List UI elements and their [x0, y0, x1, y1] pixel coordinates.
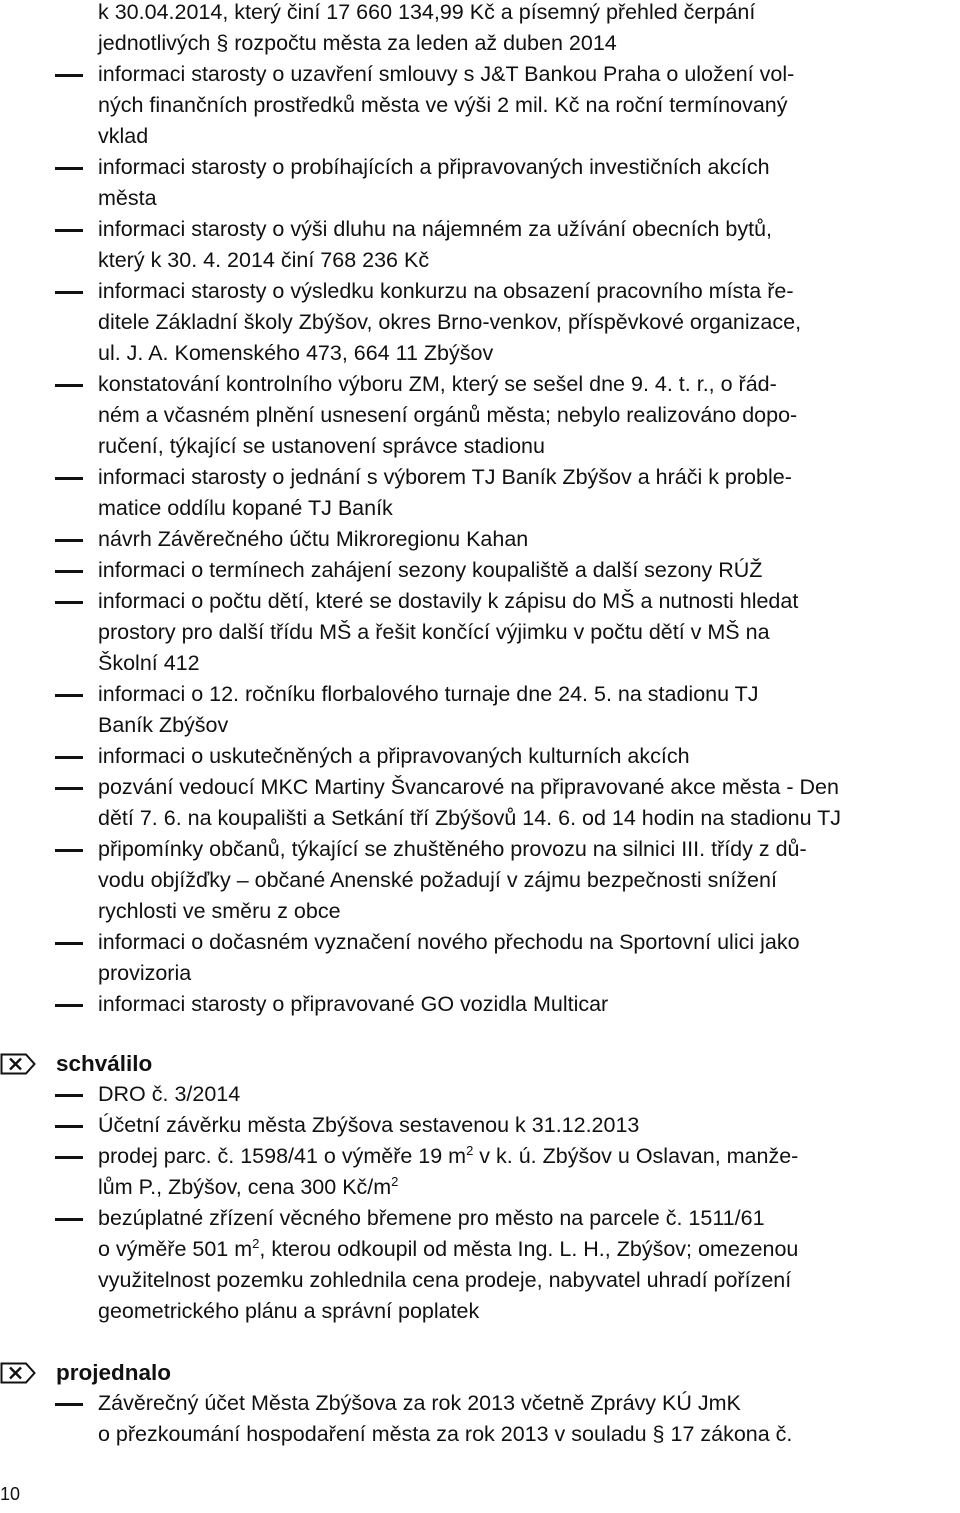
list-dash	[55, 787, 83, 790]
list-item-line: informaci o termínech zahájení sezony koupaliště a další sezony RÚŽ	[98, 558, 763, 582]
list-dash	[55, 601, 83, 604]
list-dash	[55, 229, 83, 232]
list-item-line: lům P., Zbýšov, cena 300 $Kč/m^2$	[98, 1174, 399, 1199]
section-heading-schvalilo	[0, 1047, 400, 1081]
list-item-line: Účetní závěrku města Zbýšova sestavenou k 31.12.2013	[98, 1113, 640, 1137]
list-item-line: návrh Závěrečného účtu Mikroregionu Kahan	[98, 527, 529, 551]
intro-line-1: k 30.04.2014, který činí 17 660 134,99 Kč a písemný přehled čerpání	[98, 0, 756, 24]
list-item-line: prostory pro další třídu MŠ a řešit končící výjimku v počtu dětí v MŠ na	[98, 620, 770, 644]
list-dash	[55, 1218, 83, 1221]
list-dash	[55, 1094, 83, 1097]
list-item-line: připomínky občanů, týkající se zhuštěného provozu na silnici III. třídy z dů-	[98, 837, 807, 861]
list-dash	[55, 694, 83, 697]
list-item-line: prodej parc. č. 1598/41 o výměře 19 $m^2$ v k. ú. Zbýšov u Oslavan, manže-	[98, 1143, 799, 1168]
section-heading-projednalo	[0, 1356, 400, 1390]
list-dash	[55, 756, 83, 759]
list-item-line: informaci starosty o probíhajících a připravovaných investičních akcích	[98, 155, 770, 179]
list-dash	[55, 291, 83, 294]
list-dash	[55, 167, 83, 170]
list-item-line: informaci o uskutečněných a připravovaných kulturních akcích	[98, 744, 690, 768]
list-item-line: rychlosti ve směru z obce	[98, 899, 341, 923]
list-item-line: provizoria	[98, 961, 192, 985]
list-item-line: který k 30. 4. 2014 činí 768 236 Kč	[98, 248, 430, 272]
list-dash	[55, 74, 83, 77]
list-item-line: bezúplatné zřízení věcného břemene pro město na parcele č. 1511/61	[98, 1206, 765, 1230]
list-item-line: informaci o 12. ročníku florbalového turnaje dne 24. 5. na stadionu TJ	[98, 682, 759, 706]
list-dash	[55, 477, 83, 480]
list-dash	[55, 1004, 83, 1007]
list-dash	[55, 1156, 83, 1159]
list-item-line: informaci starosty o výši dluhu na nájemném za užívání obecních bytů,	[98, 217, 773, 241]
list-item-line: využitelnost pozemku zohlednila cena prodeje, nabyvatel uhradí pořízení	[98, 1268, 792, 1292]
list-dash	[55, 1403, 83, 1406]
list-item-line: ném a včasném plnění usnesení orgánů města; nebylo realizováno dopo-	[98, 403, 798, 427]
list-item-line: informaci o dočasném vyznačení nového přechodu na Sportovní ulici jako	[98, 930, 800, 954]
checkbox-x-icon	[0, 1053, 36, 1075]
list-item-line: o výměře 501 $m^2$, kterou odkoupil od města Ing. L. H., Zbýšov; omezenou	[98, 1236, 799, 1261]
intro-line-2: jednotlivých § rozpočtu města za leden až duben 2014	[98, 31, 617, 55]
list-dash	[55, 849, 83, 852]
list-item-line: ných finančních prostředků města ve výši 2 mil. Kč na roční termínovaný	[98, 93, 788, 117]
list-item-line: geometrického plánu a správní poplatek	[98, 1299, 480, 1323]
list-item-line: ditele Základní školy Zbýšov, okres Brno-venkov, příspěvkové organizace,	[98, 310, 802, 334]
list-dash	[55, 384, 83, 387]
list-item-line: Baník Zbýšov	[98, 713, 229, 737]
checkbox-x-icon	[0, 1362, 36, 1384]
list-dash	[55, 1125, 83, 1128]
list-item-line: o přezkoumání hospodaření města za rok 2013 v souladu § 17 zákona č.	[98, 1422, 793, 1446]
list-item-line: vklad	[98, 124, 149, 148]
page-number: 10	[0, 1484, 21, 1504]
list-dash	[55, 570, 83, 573]
list-item-line: ul. J. A. Komenského 473, 664 11 Zbýšov	[98, 341, 494, 365]
list-item-line: informaci starosty o výsledku konkurzu na obsazení pracovního místa ře-	[98, 279, 794, 303]
list-item-line: informaci o počtu dětí, které se dostavily k zápisu do MŠ a nutnosti hledat	[98, 589, 799, 613]
list-item-line: informaci starosty o připravované GO vozidla Multicar	[98, 992, 609, 1016]
list-item-line: Školní 412	[98, 651, 200, 675]
list-item-line: konstatování kontrolního výboru ZM, který se sešel dne 9. 4. t. r., o řád-	[98, 372, 777, 396]
list-dash	[55, 942, 83, 945]
list-item-line: informaci starosty o uzavření smlouvy s J&T Bankou Praha o uložení vol-	[98, 62, 795, 86]
list-item-line: města	[98, 186, 157, 210]
list-item-line: Závěrečný účet Města Zbýšova za rok 2013 včetně Zprávy KÚ JmK	[98, 1391, 741, 1415]
list-item-line: ručení, týkající se ustanovení správce stadionu	[98, 434, 545, 458]
list-item-line: DRO č. 3/2014	[98, 1082, 241, 1106]
list-item-line: vodu objížďky – občané Anenské požadují v zájmu bezpečnosti snížení	[98, 868, 777, 892]
list-item-line: dětí 7. 6. na koupališti a Setkání tří Zbýšovů 14. 6. od 14 hodin na stadionu TJ	[98, 806, 842, 830]
list-item-line: informaci starosty o jednání s výborem TJ Baník Zbýšov a hráči k proble-	[98, 465, 792, 489]
list-item-line: pozvání vedoucí MKC Martiny Švancarové na připravované akce města - Den	[98, 775, 839, 799]
section-title: projednalo	[56, 1360, 172, 1385]
list-dash	[55, 539, 83, 542]
list-item-line: matice oddílu kopané TJ Baník	[98, 496, 393, 520]
section-title: schválilo	[56, 1051, 153, 1076]
